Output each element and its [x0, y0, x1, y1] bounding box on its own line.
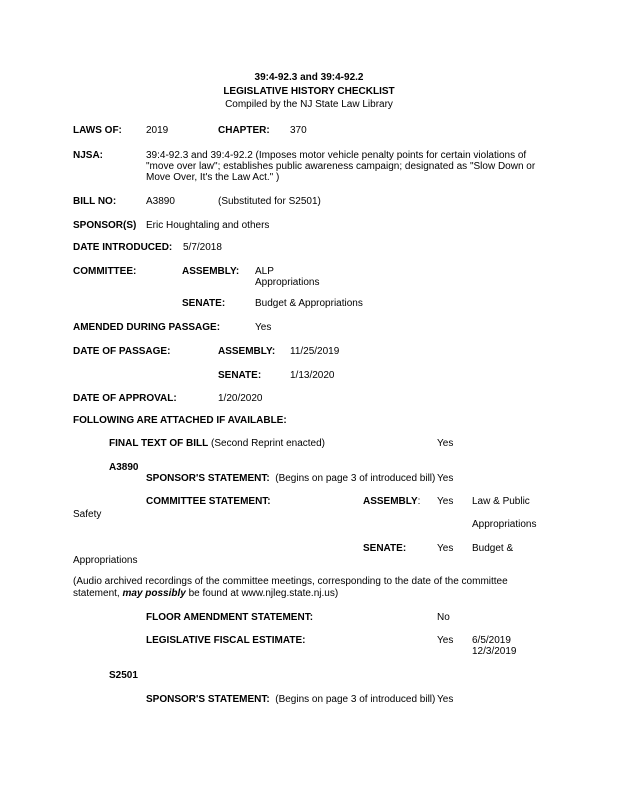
- s2501-sponsor-label: SPONSOR'S STATEMENT:: [146, 694, 270, 705]
- chapter-value: 370: [290, 125, 307, 136]
- compiled-by: Compiled by the NJ State Law Library: [225, 99, 393, 110]
- a3890-senate-label: SENATE:: [363, 543, 407, 554]
- committee-senate-value: Budget & Appropriations: [255, 298, 363, 309]
- a3890-sponsor-label: SPONSOR'S STATEMENT:: [146, 473, 270, 484]
- passage-assembly-value: 11/25/2019: [290, 346, 340, 357]
- a3890-assembly-label: ASSEMBLY: [363, 496, 418, 507]
- njsa-label: NJSA:: [73, 150, 104, 161]
- committee-assembly-label: ASSEMBLY:: [182, 266, 240, 277]
- final-text-row: [109, 438, 325, 450]
- final-text-note: (Second Reprint enacted): [211, 438, 326, 449]
- laws-of-value: 2019: [146, 125, 169, 136]
- chapter-label: CHAPTER:: [218, 125, 270, 136]
- date-of-approval-label: DATE OF APPROVAL:: [73, 393, 177, 404]
- a3890-bill-heading: A3890: [109, 462, 139, 473]
- a3890-assembly-row: [363, 496, 420, 508]
- date-introduced-label: DATE INTRODUCED:: [73, 242, 173, 253]
- committee-senate-label: SENATE:: [182, 298, 226, 309]
- bill-substituted: (Substituted for S2501): [218, 196, 321, 207]
- fiscal-estimate-label: LEGISLATIVE FISCAL ESTIMATE:: [146, 635, 306, 646]
- a3890-senate-value: Yes: [437, 543, 454, 554]
- a3890-sponsor-row: [146, 473, 435, 485]
- fiscal-estimate-value: Yes: [437, 635, 454, 646]
- final-text-value: Yes: [437, 438, 454, 449]
- committee-assembly-1: ALP: [255, 266, 274, 277]
- a3890-senate-detail-b: Appropriations: [73, 555, 138, 566]
- date-of-passage-label: DATE OF PASSAGE:: [73, 346, 171, 357]
- fiscal-estimate-date-2: 12/3/2019: [472, 646, 517, 657]
- passage-senate-label: SENATE:: [218, 370, 262, 381]
- final-text-label: FINAL TEXT OF BILL: [109, 438, 209, 449]
- attached-heading: FOLLOWING ARE ATTACHED IF AVAILABLE:: [73, 415, 287, 426]
- njsa-line-3: Move Over, It's the Law Act." ): [146, 172, 280, 183]
- a3890-senate-detail-a: Budget &: [472, 543, 514, 554]
- sponsors-label: SPONSOR(S): [73, 220, 137, 231]
- passage-senate-value: 1/13/2020: [290, 370, 335, 381]
- a3890-assembly-colon: :: [417, 496, 421, 507]
- floor-amendment-value: No: [437, 612, 450, 623]
- amended-value: Yes: [255, 322, 272, 333]
- bill-no-value: A3890: [146, 196, 175, 207]
- audio-note-line-2: [73, 588, 338, 600]
- s2501-sponsor-note: (Begins on page 3 of introduced bill): [275, 694, 436, 705]
- audio-note-line-1: (Audio archived recordings of the committee meetings, corresponding to the date of the committee: [73, 576, 508, 587]
- fiscal-estimate-date-1: 6/5/2019: [472, 635, 511, 646]
- bill-no-label: BILL NO:: [73, 196, 117, 207]
- committee-assembly-2: Appropriations: [255, 277, 320, 288]
- a3890-sponsor-note: (Begins on page 3 of introduced bill): [275, 473, 436, 484]
- s2501-sponsor-value: Yes: [437, 694, 454, 705]
- laws-of-label: LAWS OF:: [73, 125, 122, 136]
- a3890-assembly-value: Yes: [437, 496, 454, 507]
- njsa-line-2: "move over law"; establishes public awareness campaign; designated as "Slow Down or: [146, 161, 536, 172]
- doc-title-statutes: 39:4-92.3 and 39:4-92.2: [254, 72, 364, 83]
- a3890-assembly-detail-c: Appropriations: [472, 519, 537, 530]
- a3890-committee-label: COMMITTEE STATEMENT:: [146, 496, 271, 507]
- date-introduced-value: 5/7/2018: [183, 242, 222, 253]
- a3890-assembly-detail-a: Law & Public: [472, 496, 530, 507]
- njsa-line-1: 39:4-92.3 and 39:4-92.2 (Imposes motor vehicle penalty points for certain violations of: [146, 150, 527, 161]
- floor-amendment-label: FLOOR AMENDMENT STATEMENT:: [146, 612, 314, 623]
- audio-note-2c: be found at www.njleg.state.nj.us): [188, 588, 339, 599]
- date-of-approval-value: 1/20/2020: [218, 393, 263, 404]
- s2501-sponsor-row: [146, 694, 435, 706]
- passage-assembly-label: ASSEMBLY:: [218, 346, 276, 357]
- s2501-bill-heading: S2501: [109, 670, 138, 681]
- sponsors-value: Eric Houghtaling and others: [146, 220, 270, 231]
- a3890-assembly-detail-b: Safety: [73, 509, 102, 520]
- committee-label: COMMITTEE:: [73, 266, 137, 277]
- amended-label: AMENDED DURING PASSAGE:: [73, 322, 221, 333]
- doc-title: LEGISLATIVE HISTORY CHECKLIST: [223, 86, 395, 97]
- audio-note-2a: statement,: [73, 588, 120, 599]
- audio-note-emphasis: may possibly: [122, 588, 186, 599]
- a3890-sponsor-value: Yes: [437, 473, 454, 484]
